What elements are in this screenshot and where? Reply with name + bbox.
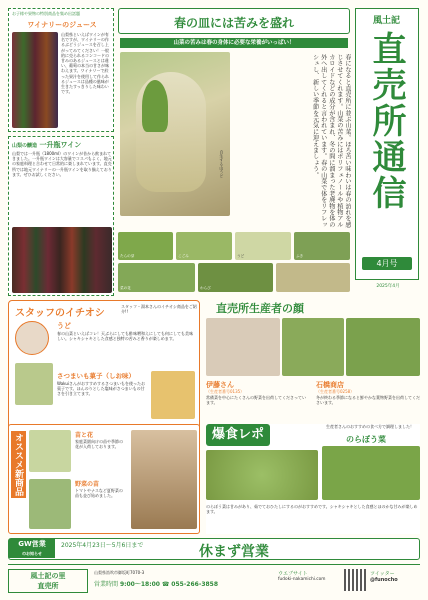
report-dish-caption: 生産者さんのおすすめの食べ方で調理しました！: [326, 424, 415, 429]
feature-body: 春になると直売所に並ぶ山菜。ほろ苦い味わいは春の訪れを感じさせてくれます。山菜の苦みにはポリフェノールや植物アルカロイドなどの成分が含まれ、冬の間に溜まった老廃物を体の外へ出してくれると言われています。春の山菜で体をリフレッシュし、新しい季節を元気に迎えましょう。: [311, 54, 351, 228]
producer1-sub: （生産者番号0135）: [206, 389, 245, 394]
staff-pick-title: スタッフのイチオシ: [15, 308, 105, 319]
staff-pick-photo-2: [151, 371, 195, 419]
recommend-photo-2: [29, 479, 71, 529]
feature-header: [118, 8, 350, 34]
produce-label-4: ふき: [296, 254, 304, 258]
wine-title-small: 山梨の醸造: [12, 143, 38, 149]
produce-photo-strip: [118, 232, 350, 292]
gw-banner: [8, 538, 420, 560]
staff-avatar: [15, 321, 49, 355]
hours-row: [94, 579, 218, 588]
gw-main: 休まず営業: [199, 544, 269, 560]
tel-icon: ☎: [161, 581, 170, 588]
hours-value: 9:00〜18:00: [119, 581, 160, 588]
juice-title: ワイナリーのジュース: [27, 21, 97, 29]
producers-title: 直売所生産者の顔: [216, 302, 304, 315]
produce-photo-7: [276, 263, 350, 292]
produce-label-2: こごみ: [178, 254, 189, 258]
top-caption: お子様や果物の特別商品を集め出話題: [12, 11, 80, 16]
recommend-item2-title: 野菜の苗: [75, 481, 100, 488]
producer2-name: 石橋商店: [316, 381, 344, 389]
qr-code: [344, 569, 366, 591]
shop-name: [8, 569, 88, 593]
hours-label: 営業時間: [94, 581, 119, 588]
producer-photo-3: [346, 318, 420, 376]
recommend-photo-1: [29, 430, 71, 472]
staff-pick-photo-1: [15, 363, 53, 405]
staff-pick-caption: スタッフ・湯本さんのイチオシ商品をご紹介!!: [121, 304, 197, 315]
producer1-name-text: 伊藤さん: [206, 381, 234, 389]
report-photo-1: [206, 450, 318, 500]
shop-address: 山梨県笛吹市御坂町7070-3: [94, 570, 145, 575]
report-dish: のらぼう菜: [346, 435, 386, 444]
recommend-item1-text: 家庭菜園向けの苗や季節の花が入荷しております。: [75, 439, 123, 450]
produce-label-3: うど: [237, 254, 245, 258]
wine-section: [8, 136, 114, 296]
feature-photo: [120, 52, 230, 216]
gw-badge: [9, 539, 55, 558]
item1-text: 春の山菜といえばコレ！天ぷらにしても酢味噌和えにしても何にしても美味しい。シャキシャキとした食感と独特の苦みと香りが楽しめます。: [57, 331, 193, 342]
twitter-handle: @funocho: [370, 577, 398, 583]
feature-photo-label: 自生する山うど: [219, 150, 225, 178]
item2-text: Wakuiさんがおすすめするさつまいもを使ったお菓子です。ほんのりとした塩味がさつまいもの甘さを引き立てます。: [57, 381, 146, 397]
report-title: 爆食レポ: [206, 424, 270, 446]
produce-label-1: たらの芽: [120, 254, 135, 258]
recommend-tag: オススメ新商品: [11, 431, 26, 498]
wine-title-main: 一升瓶ワイン: [39, 141, 82, 149]
recommend-item1-title: 苗と花: [75, 432, 94, 439]
web-url: fudoki-nakamichi.com: [278, 577, 326, 582]
juice-section: [8, 8, 114, 132]
web-label: ウエブサイト: [278, 571, 308, 577]
feature-headline: 春の皿には苦みを盛れ: [173, 16, 294, 30]
report-text: のらぼう菜は甘みがあり、茹でておひたしにするのがおすすめです。シャキシャキとした食感とほのかな甘みが楽しめます。: [206, 504, 418, 515]
report-section: [206, 424, 420, 534]
produce-label-6: わらび: [200, 286, 211, 290]
gw-mid: 営業: [31, 540, 46, 548]
recommend-photo-3: [131, 430, 197, 529]
producers-section: [206, 300, 420, 420]
tel-value: 055-266-3858: [171, 581, 219, 588]
wine-text: 山梨では一升瓶（1800ml）のワインが昔から飲まれてきました。一升瓶ワインは大容量でコスパもよく、地元の家庭料理と合わせて日常的に楽しまれています。直売所では地元ワイナリーの一升瓶ワインを取り揃えております。ぜひお試しください。: [12, 151, 112, 177]
feature-subheadline: 山菜の苦みは春の身体に必要な栄養がいっぱい！: [120, 38, 348, 48]
wine-title: [12, 140, 112, 150]
gw-dates: 2025年4月23日〜5月6日まで: [61, 542, 144, 549]
gw-top: GW: [18, 540, 32, 548]
wine-photo: [12, 227, 112, 293]
juice-photo: [12, 32, 58, 128]
report-photo-2: [322, 446, 420, 500]
gw-label: のお知らせ: [22, 551, 42, 556]
juice-text: 山梨県といえばワインが有名ですが、ワイナリーの作るぶどうジュースを召し上がってみてください！一般的に売られるコンコードの甘みのあるジュースとは違い、葡萄の本当の甘さが味わえます。ワイナリーで絞った果汁を使用して作られるジュースは品種の風味が生きたすっきりした味わいです。: [61, 32, 109, 95]
shop-name-sub: 直売所: [37, 582, 59, 590]
masthead-issue-date: 2025年4月: [376, 284, 400, 289]
producer2-sub: （生産者番号0258）: [316, 389, 355, 394]
producer-photo-1: [206, 318, 280, 376]
producer-photo-2: [282, 318, 344, 376]
twitter-label: ツイッター: [370, 571, 395, 577]
masthead-logo: 風土記: [372, 16, 400, 26]
shop-name-main: 風土記の里: [30, 572, 66, 580]
footer: [8, 564, 420, 594]
producer2-text: 冬が終わる季節になると鮮やかな葉物野菜を出荷してくださいます。: [316, 395, 420, 406]
masthead: [355, 8, 419, 280]
recommend-section: [8, 424, 200, 534]
producer1-text: 常備菜を中心にたくさんの野菜を出荷してくださっています。: [206, 395, 306, 406]
recommend-item2-text: トマトやナスなど夏野菜の苗も並び始めました。: [75, 488, 123, 499]
masthead-issue-month: 4月号: [362, 257, 412, 270]
item2-title: さつまいも菓子（しお味）: [57, 372, 135, 380]
web-link[interactable]: [278, 570, 344, 582]
masthead-title: 直売所通信: [366, 31, 406, 211]
twitter-link[interactable]: [370, 570, 420, 583]
produce-label-5: 菜の花: [120, 286, 131, 290]
item1-title: うど: [57, 322, 71, 330]
